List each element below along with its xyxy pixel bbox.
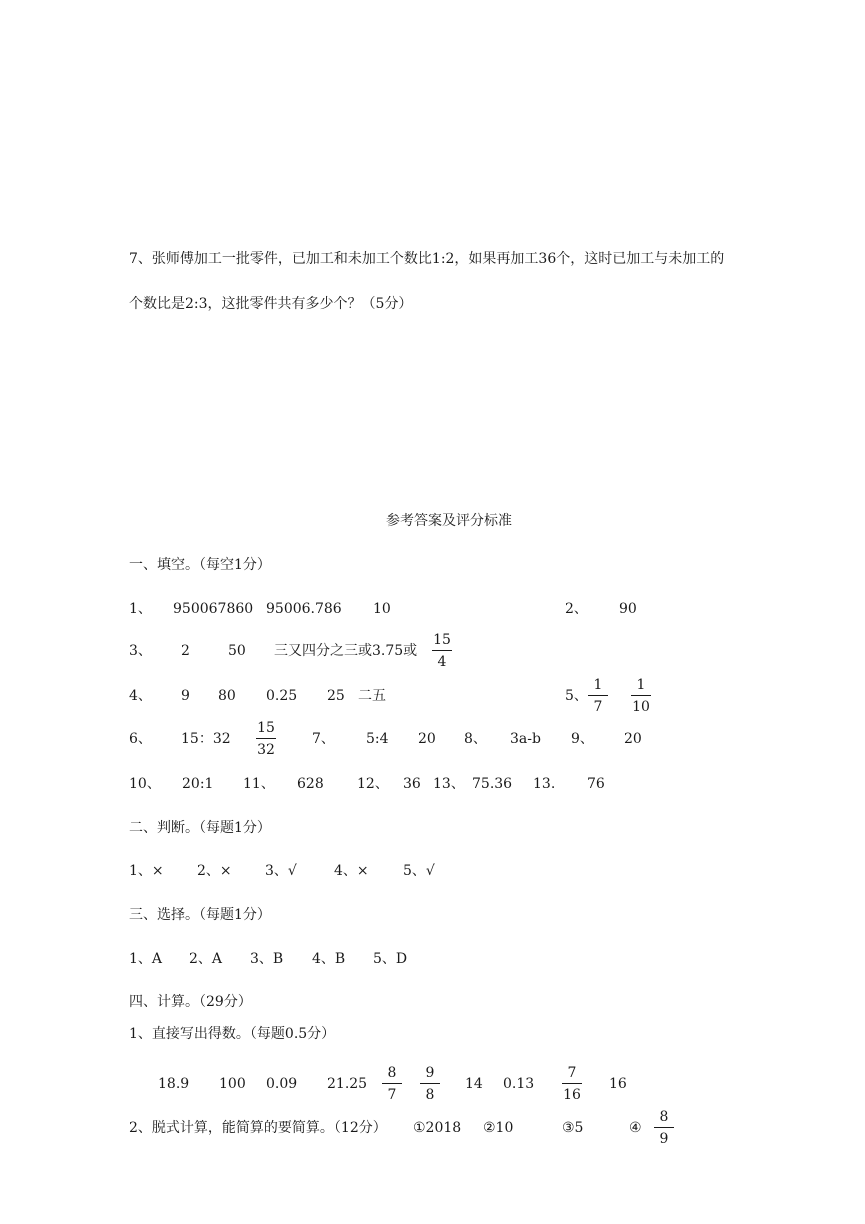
fraction-denominator: 7 (593, 699, 603, 715)
answer-value: 0.25 (266, 688, 298, 704)
section-1-heading: 一、填空。（每空1分） (129, 557, 271, 573)
fraction (417, 1065, 443, 1103)
answer-item-number: 1、 (129, 601, 152, 617)
fraction-numerator: 8 (387, 1065, 397, 1081)
choice-answer: 1、A (129, 951, 163, 967)
answer-value: 50 (228, 643, 246, 659)
answer-value: ②10 (483, 1120, 514, 1136)
answer-value: 90 (619, 601, 637, 617)
choice-answer: 5、D (373, 951, 408, 967)
fraction-numerator: 15 (257, 720, 275, 736)
fraction (628, 677, 654, 715)
answer-value: 36 (403, 776, 421, 792)
judgement-answer: 5、√ (403, 863, 435, 879)
judgement-answer: 3、√ (265, 863, 297, 879)
answer-item-number: 9、 (571, 731, 594, 747)
answer-value: ①2018 (413, 1120, 462, 1136)
fraction-denominator: 9 (659, 1131, 669, 1147)
answer-value: 100 (219, 1076, 246, 1092)
answer-item-number: 10、 (129, 776, 161, 792)
section-4-heading: 四、计算。（29分） (129, 994, 252, 1010)
answer-value: 3a-b (510, 731, 541, 747)
answer-item-number: 12、 (357, 776, 389, 792)
judgement-answer: 2、× (197, 863, 232, 879)
answer-item-number: 13. (533, 776, 556, 792)
fraction-numerator: 8 (659, 1109, 669, 1125)
answer-item-number: 13、 (433, 776, 465, 792)
question-7-line-2: 个数比是2:3，这批零件共有多少个？（5分） (129, 296, 413, 312)
answer-value: 25 (327, 688, 345, 704)
fraction (253, 720, 279, 758)
fraction-numerator: 1 (636, 677, 646, 693)
answer-value: 9 (181, 688, 190, 704)
answer-value: 5:4 (366, 731, 389, 747)
answer-value: 15：32 (181, 731, 231, 747)
answer-value: 628 (297, 776, 324, 792)
answer-value: 20:1 (182, 776, 214, 792)
fraction-denominator: 16 (563, 1087, 581, 1103)
answer-item-number: 11、 (243, 776, 275, 792)
fraction-denominator: 10 (632, 699, 650, 715)
answer-value: 0.09 (266, 1076, 298, 1092)
section-2-heading: 二、判断。（每题1分） (129, 820, 271, 836)
answer-value: ④ (629, 1120, 642, 1136)
answer-item-number: 3、 (129, 643, 152, 659)
answer-value: 0.13 (503, 1076, 535, 1092)
section-3-heading: 三、选择。（每题1分） (129, 907, 271, 923)
answer-value: 18.9 (158, 1076, 190, 1092)
answer-value: 76 (587, 776, 605, 792)
answer-item-number: 4、 (129, 688, 152, 704)
answer-title: 参考答案及评分标准 (386, 513, 512, 529)
fraction-denominator: 32 (257, 742, 275, 758)
fraction-numerator: 15 (433, 632, 451, 648)
judgement-answer: 1、× (129, 863, 164, 879)
answer-item-number: 5、 (565, 688, 588, 704)
answer-item-number: 6、 (129, 731, 152, 747)
fraction-numerator: 9 (425, 1065, 435, 1081)
answer-item-number: 8、 (464, 731, 487, 747)
choice-answer: 3、B (250, 951, 284, 967)
calc-sub-2-label: 2、脱式计算，能简算的要简算。（12分） (129, 1120, 387, 1136)
answer-value: 21.25 (327, 1076, 368, 1092)
answer-value: 16 (609, 1076, 627, 1092)
fraction (651, 1109, 677, 1147)
fraction-denominator: 4 (437, 654, 447, 670)
answer-value: 20 (624, 731, 642, 747)
judgement-answer: 4、× (334, 863, 369, 879)
choice-answer: 2、A (189, 951, 223, 967)
answer-value: 14 (465, 1076, 483, 1092)
answer-value: 80 (218, 688, 236, 704)
fraction-denominator: 8 (425, 1087, 435, 1103)
answer-value: 75.36 (472, 776, 513, 792)
fraction (559, 1065, 585, 1103)
choice-answer: 4、B (312, 951, 346, 967)
fraction (429, 632, 455, 670)
answer-item-number: 7、 (312, 731, 335, 747)
question-7-line-1: 7、张师傅加工一批零件，已加工和未加工个数比1:2，如果再加工36个，这时已加工与未加工的 (129, 251, 725, 267)
fraction (585, 677, 611, 715)
fraction-numerator: 7 (567, 1065, 577, 1081)
fraction (379, 1065, 405, 1103)
answer-value: 三又四分之三或3.75或 (274, 643, 418, 659)
answer-value: 二五 (358, 688, 386, 704)
answer-value: 95006.786 (266, 601, 342, 617)
fraction-numerator: 1 (593, 677, 603, 693)
answer-value: ③5 (562, 1120, 584, 1136)
calc-sub-1-label: 1、直接写出得数。（每题0.5分） (129, 1026, 336, 1042)
answer-value: 20 (418, 731, 436, 747)
answer-item-number: 2、 (565, 601, 588, 617)
fraction-denominator: 7 (387, 1087, 397, 1103)
answer-value: 2 (181, 643, 190, 659)
answer-value: 950067860 (173, 601, 254, 617)
answer-value: 10 (373, 601, 391, 617)
